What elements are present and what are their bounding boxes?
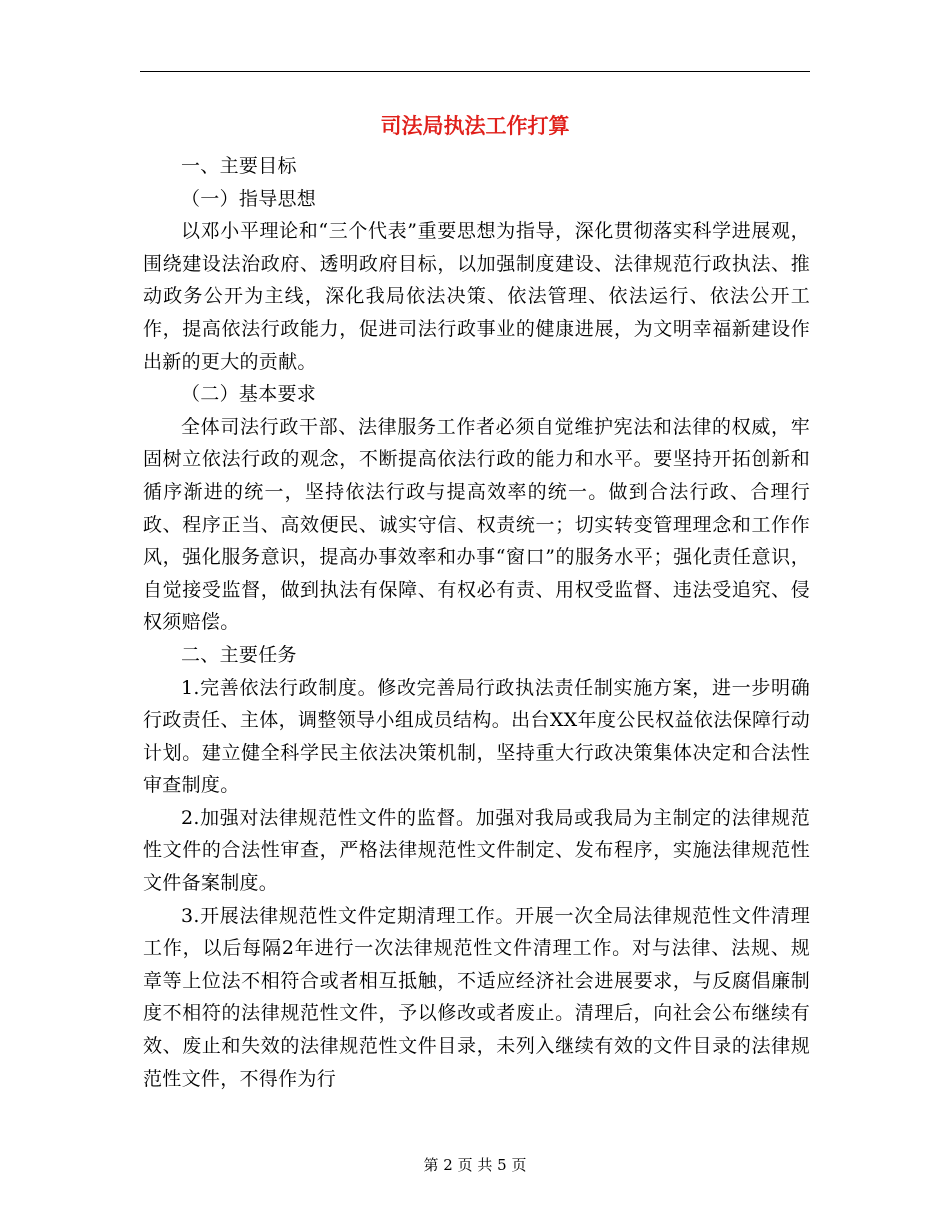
paragraph-task-3: 3.开展法律规范性文件定期清理工作。开展一次全局法律规范性文件清理工作，以后每隔2年进行一次法律规范性文件清理工作。对与法律、法规、规章等上位法不相符合或者相互抵触，不适应经济社会进展要求，与反腐倡廉制度不相符的法律规范性文件，予以修改或者废止。清理后，向社会公布继续有效、废止和失效的法律规范性文件目录，未列入继续有效的文件目录的法律规范性文件，不得作为行 xyxy=(143,904,810,1090)
paragraph-basic-requirements: 全体司法行政干部、法律服务工作者必须自觉维护宪法和法律的权威，牢固树立依法行政的观念，不断提高依法行政的能力和水平。要坚持开拓创新和循序渐进的统一，坚持依法行政与提高效率的统一。做到合法行政、合理行政、程序正当、高效便民、诚实守信、权责统一；切实转变管理理念和工作作风，强化服务意识，提高办事效率和办事“窗口”的服务水平；强化责任意识，自觉接受监督，做到执法有保障、有权必有责、用权受监督、违法受追究、侵权须赔偿。 xyxy=(143,415,810,634)
paragraph-task-1: 1.完善依法行政制度。修改完善局行政执法责任制实施方案，进一步明确行政责任、主体，调整领导小组成员结构。出台XX年度公民权益依法保障行动计划。建立健全科学民主依法决策机制，坚持重大行政决策集体决定和合法性审查制度。 xyxy=(143,676,810,797)
paragraph-guiding-ideology: 以邓小平理论和“三个代表”重要思想为指导，深化贯彻落实科学进展观，围绕建设法治政府、透明政府目标，以加强制度建设、法律规范行政执法、推动政务公开为主线，深化我局依法决策、依法管理、依法运行、依法公开工作，提高依法行政能力，促进司法行政事业的健康进展，为文明幸福新建设作出新的更大的贡献。 xyxy=(143,220,810,373)
heading-main-goals: 一、主要目标 xyxy=(181,155,297,177)
document-title: 司法局执法工作打算 xyxy=(380,114,570,138)
header-rule xyxy=(140,71,810,72)
document-body xyxy=(143,150,810,1095)
heading-main-tasks: 二、主要任务 xyxy=(181,643,297,666)
subheading-basic-requirements: （二）基本要求 xyxy=(181,383,317,406)
page-number: 第 2 页 共 5 页 xyxy=(423,1156,527,1174)
paragraph-task-2: 2.加强对法律规范性文件的监督。加强对我局或我局为主制定的法律规范性文件的合法性审查，严格法律规范性文件制定、发布程序，实施法律规范性文件备案制度。 xyxy=(143,806,810,895)
subheading-guiding-ideology: （一）指导思想 xyxy=(181,187,317,210)
